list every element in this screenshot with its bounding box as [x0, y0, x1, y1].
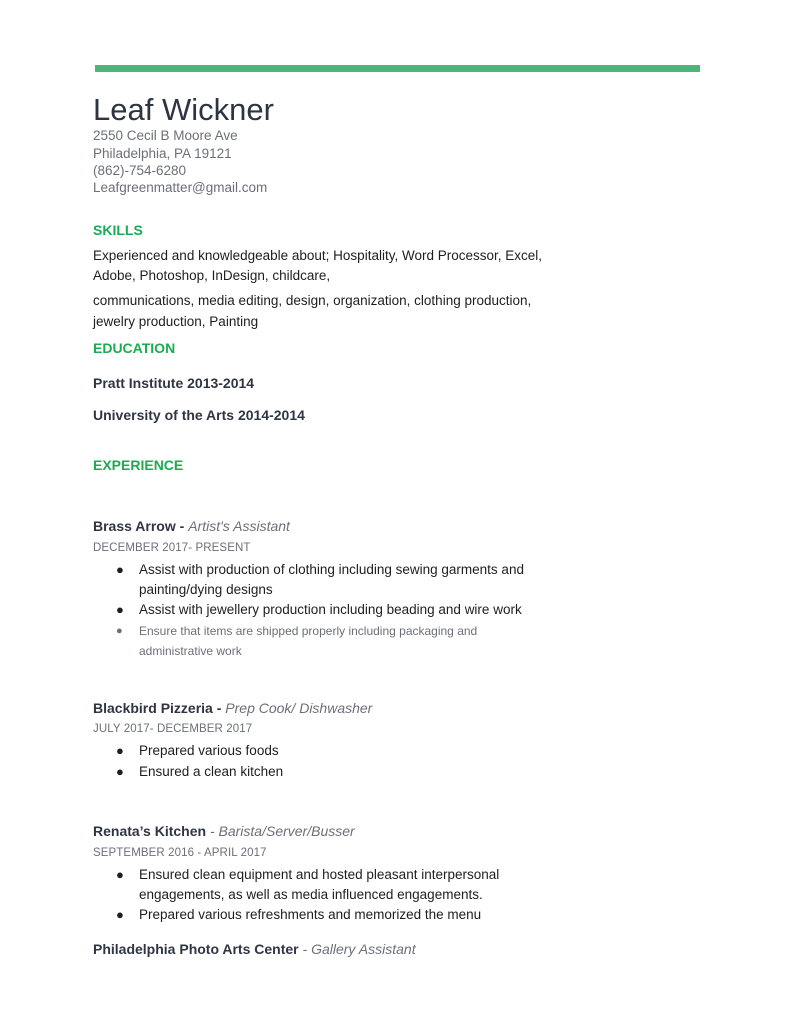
skills-heading: SKILLS	[93, 222, 143, 238]
bullet-icon: ●	[116, 867, 124, 882]
bullet-icon: ●	[116, 602, 124, 617]
job-dates: JULY 2017- DECEMBER 2017	[93, 723, 253, 735]
job-duty: Ensured clean equipment and hosted pleasant interpersonal	[139, 867, 500, 882]
email-address: Leafgreenmatter@gmail.com	[93, 180, 268, 195]
job-dates: DECEMBER 2017- PRESENT	[93, 542, 251, 554]
job-title	[93, 517, 290, 535]
skills-line: communications, media editing, design, organization, clothing production,	[93, 293, 532, 308]
job-role: - Barista/Server/Busser	[206, 823, 355, 839]
job-dates: SEPTEMBER 2016 - APRIL 2017	[93, 847, 267, 859]
job-duty: Assist with jewellery production including beading and wire work	[139, 602, 522, 617]
job-title	[93, 940, 416, 958]
job-duty: Ensure that items are shipped properly including packaging and	[139, 624, 478, 638]
job-organization: Renata’s Kitchen	[93, 823, 207, 839]
job-duty: administrative work	[139, 644, 242, 658]
job-duty: painting/dying designs	[139, 582, 273, 597]
bullet-icon: ●	[116, 625, 123, 637]
bullet-icon: ●	[116, 907, 124, 922]
job-duty: engagements, as well as media influenced engagements.	[139, 887, 483, 902]
accent-bar	[95, 65, 700, 72]
phone-number: (862)-754-6280	[93, 163, 187, 178]
resume-name: Leaf Wickner	[93, 92, 274, 127]
job-organization: Blackbird Pizzeria -	[93, 700, 226, 716]
bullet-icon: ●	[116, 764, 124, 779]
skills-line: jewelry production, Painting	[93, 314, 259, 329]
skills-line: Experienced and knowledgeable about; Hospitality, Word Processor, Excel,	[93, 248, 543, 263]
job-duty: Assist with production of clothing including sewing garments and	[139, 562, 524, 577]
job-role: Prep Cook/ Dishwasher	[225, 700, 373, 716]
experience-heading: EXPERIENCE	[93, 457, 184, 473]
job-role: Artist's Assistant	[188, 518, 290, 534]
job-duty: Prepared various refreshments and memorized the menu	[139, 907, 482, 922]
job-organization: Brass Arrow -	[93, 518, 189, 534]
education-item: University of the Arts 2014-2014	[93, 407, 305, 423]
job-duty: Prepared various foods	[139, 743, 279, 758]
address-line-1: 2550 Cecil B Moore Ave	[93, 128, 238, 143]
education-heading: EDUCATION	[93, 340, 176, 356]
job-duty: Ensured a clean kitchen	[139, 764, 284, 779]
address-line-2: Philadelphia, PA 19121	[93, 146, 232, 161]
job-title	[93, 699, 372, 717]
education-item: Pratt Institute 2013-2014	[93, 375, 255, 391]
bullet-icon: ●	[116, 562, 124, 577]
job-role: - Gallery Assistant	[298, 941, 416, 957]
job-title	[93, 822, 355, 840]
skills-line: Adobe, Photoshop, InDesign, childcare,	[93, 268, 331, 283]
bullet-icon: ●	[116, 743, 124, 758]
job-organization: Philadelphia Photo Arts Center	[93, 941, 299, 957]
